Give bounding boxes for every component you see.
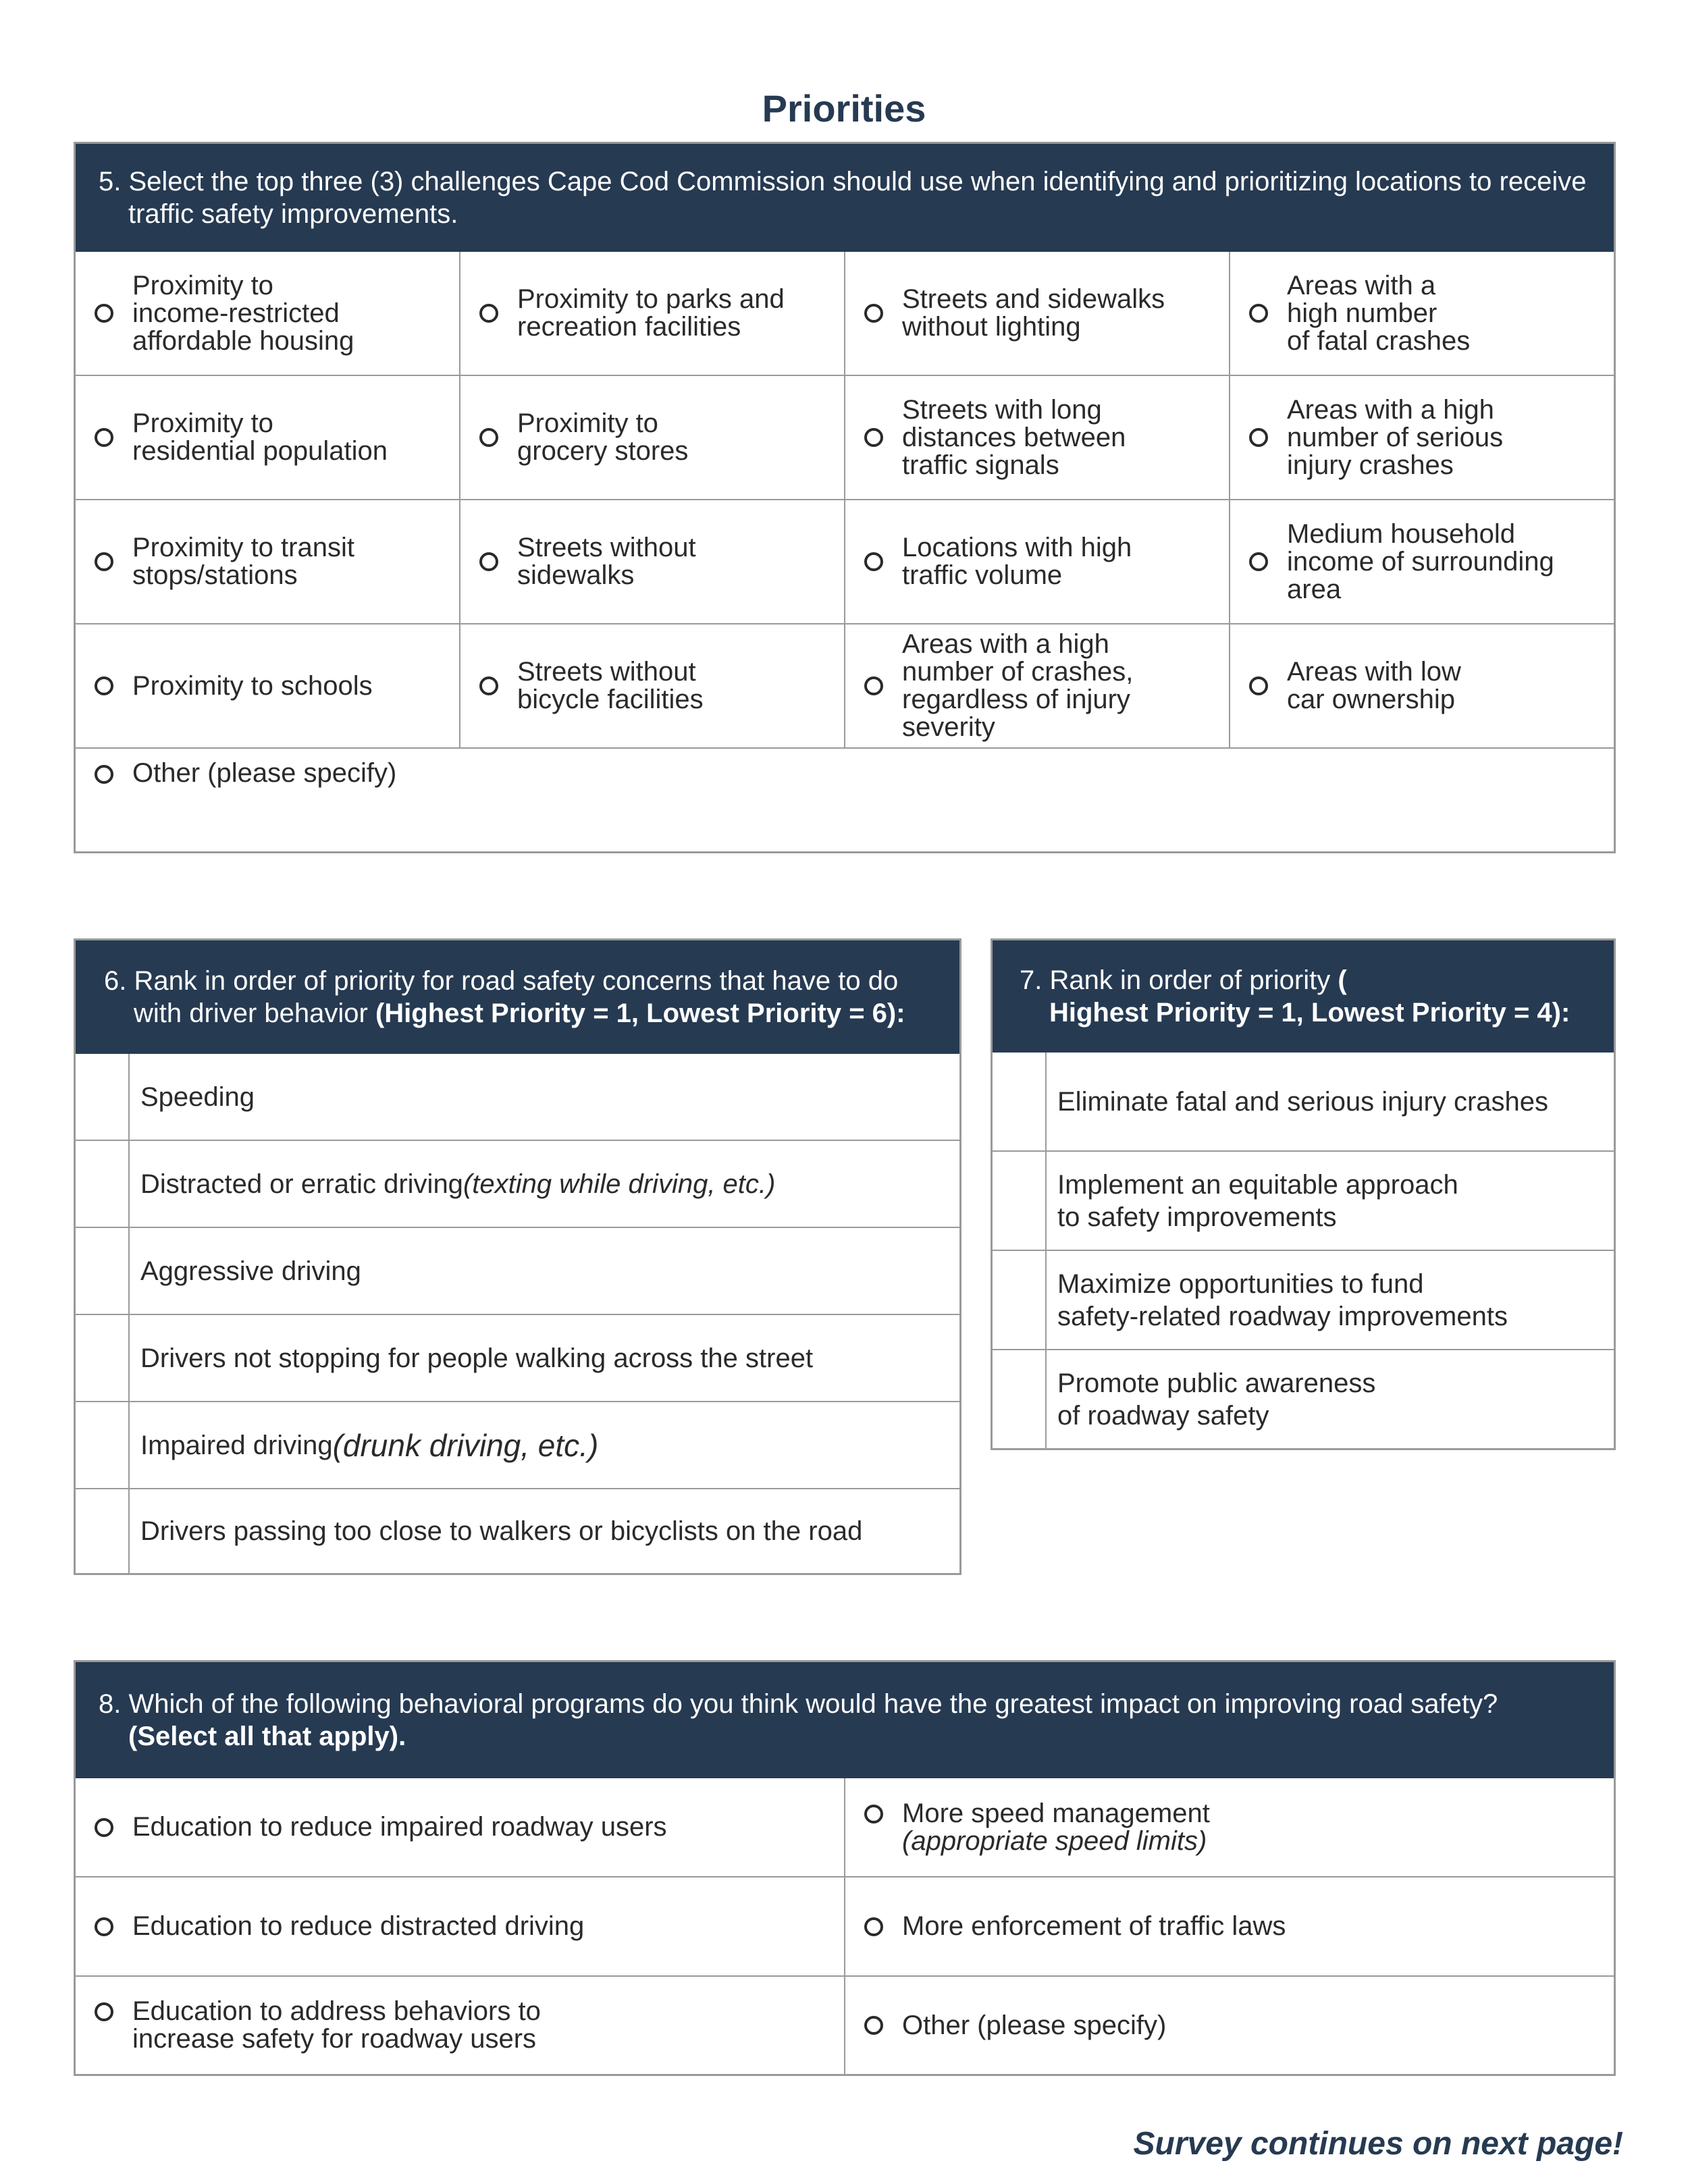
rank-input[interactable] <box>76 1228 130 1314</box>
rank-label: Drivers not stopping for people walking across the street <box>140 1343 814 1373</box>
q5-option[interactable]: Proximity to schools <box>76 624 460 749</box>
radio-icon[interactable] <box>479 552 498 571</box>
radio-icon[interactable] <box>95 428 113 447</box>
rank-row <box>993 1350 1614 1448</box>
question-8-card <box>74 1660 1616 2076</box>
radio-icon[interactable] <box>1249 304 1268 323</box>
page-title: Priorities <box>762 87 926 130</box>
rank-label: Distracted or erratic driving (texting while driving, etc.) <box>140 1169 776 1199</box>
radio-icon[interactable] <box>864 1917 883 1936</box>
rank-input[interactable] <box>993 1251 1047 1349</box>
q8-option[interactable]: More enforcement of traffic laws <box>845 1877 1614 1977</box>
rank-row <box>993 1152 1614 1251</box>
question-8-header <box>76 1662 1614 1778</box>
rank-label: Maximize opportunities to fund safety-related roadway improvements <box>1057 1269 1508 1331</box>
radio-icon[interactable] <box>479 428 498 447</box>
question-5-text: Select the top three (3) challenges Cape Cod Commission should use when identifying and prioritizing locations to receive traffic safety improvements. <box>128 167 1587 229</box>
radio-icon[interactable] <box>95 1818 113 1837</box>
q5-option[interactable]: Proximity to parks and recreation facilities <box>460 252 845 376</box>
rank-row <box>76 1228 959 1315</box>
q5-option[interactable]: Streets and sidewalks without lighting <box>845 252 1230 376</box>
rank-label: Impaired driving (drunk driving, etc.) <box>140 1427 599 1463</box>
rank-label: Speeding <box>140 1082 255 1112</box>
radio-icon[interactable] <box>479 304 498 323</box>
rank-input[interactable] <box>76 1315 130 1401</box>
rank-row <box>76 1402 959 1489</box>
q5-option[interactable]: Areas with a high number of serious injury crashes <box>1230 376 1614 500</box>
q8-option[interactable]: Education to reduce distracted driving <box>76 1877 845 1977</box>
rank-label: Aggressive driving <box>140 1256 361 1286</box>
radio-icon[interactable] <box>95 676 113 695</box>
rank-label: Implement an equitable approach to safety improvements <box>1057 1169 1458 1232</box>
radio-icon[interactable] <box>864 1805 883 1823</box>
question-5-header <box>76 144 1614 252</box>
radio-icon[interactable] <box>95 304 113 323</box>
q8-option[interactable]: Other (please specify) <box>845 1977 1614 2074</box>
question-7-rank-list <box>993 1053 1614 1448</box>
rank-label: Drivers passing too close to walkers or bicyclists on the road <box>140 1516 863 1546</box>
q5-option[interactable]: Areas with a high number of fatal crashes <box>1230 252 1614 376</box>
question-6-card <box>74 938 961 1575</box>
q5-option[interactable]: Proximity to grocery stores <box>460 376 845 500</box>
radio-icon[interactable] <box>95 2002 113 2021</box>
continue-note: Survey continues on next page! <box>1133 2126 1623 2162</box>
rank-row <box>76 1141 959 1228</box>
rank-input[interactable] <box>76 1489 130 1573</box>
q5-option[interactable]: Areas with low car ownership <box>1230 624 1614 749</box>
question-5-options <box>76 252 1614 749</box>
radio-icon[interactable] <box>95 552 113 571</box>
q5-option[interactable]: Locations with high traffic volume <box>845 500 1230 624</box>
rank-input[interactable] <box>993 1350 1047 1448</box>
rank-input[interactable] <box>993 1152 1047 1250</box>
radio-icon[interactable] <box>864 428 883 447</box>
question-6-rank-list <box>76 1054 959 1573</box>
radio-icon[interactable] <box>1249 428 1268 447</box>
q8-option[interactable]: Education to reduce impaired roadway users <box>76 1778 845 1877</box>
radio-icon[interactable] <box>864 552 883 571</box>
radio-icon[interactable] <box>479 676 498 695</box>
rank-row <box>993 1251 1614 1350</box>
question-8-prompt: 8. Which of the following behavioral programs do you think would have the greatest impact on improving road safety? (Select all that apply). <box>99 1689 1498 1751</box>
rank-input[interactable] <box>993 1053 1047 1150</box>
question-8-options <box>76 1778 1614 2074</box>
radio-icon[interactable] <box>1249 676 1268 695</box>
question-6-prompt: 6. Rank in order of priority for road safety concerns that have to do with driver behavior (Highest Priority = 1, Lowest Priority = 6): <box>104 966 905 1028</box>
rank-label: Eliminate fatal and serious injury crashes <box>1057 1086 1549 1117</box>
q5-option[interactable]: Proximity to transit stops/stations <box>76 500 460 624</box>
q5-option[interactable]: Areas with a high number of crashes, regardless of injury severity <box>845 624 1230 749</box>
q8-option[interactable]: Education to address behaviors to increase safety for roadway users <box>76 1977 845 2074</box>
q5-option[interactable]: Streets without sidewalks <box>460 500 845 624</box>
radio-icon[interactable] <box>95 765 113 784</box>
rank-input[interactable] <box>76 1054 130 1140</box>
rank-row <box>76 1054 959 1141</box>
q8-option[interactable]: More speed management (appropriate speed limits) <box>845 1778 1614 1877</box>
question-7-prompt: 7. Rank in order of priority ( Highest Priority = 1, Lowest Priority = 4): <box>1020 965 1571 1028</box>
question-5-card <box>74 142 1616 853</box>
radio-icon[interactable] <box>1249 552 1268 571</box>
q5-option[interactable]: Proximity to income-restricted affordable housing <box>76 252 460 376</box>
question-7-header <box>993 940 1614 1053</box>
q5-option[interactable]: Proximity to residential population <box>76 376 460 500</box>
q5-option[interactable]: Medium household income of surrounding area <box>1230 500 1614 624</box>
rank-row <box>993 1053 1614 1152</box>
question-5-prompt: 5. Select the top three (3) challenges Cape Cod Commission should use when identifying and prioritizing locations to receive traffic safety improvements. <box>99 167 1587 229</box>
q5-option[interactable]: Streets without bicycle facilities <box>460 624 845 749</box>
radio-icon[interactable] <box>864 2016 883 2035</box>
question-6-header <box>76 940 959 1054</box>
rank-input[interactable] <box>76 1141 130 1227</box>
radio-icon[interactable] <box>864 676 883 695</box>
q5-option[interactable]: Streets with long distances between traffic signals <box>845 376 1230 500</box>
radio-icon[interactable] <box>95 1917 113 1936</box>
rank-label: Promote public awareness of roadway safety <box>1057 1368 1376 1431</box>
rank-input[interactable] <box>76 1402 130 1488</box>
q5-option-other[interactable]: Other (please specify) <box>76 749 1614 850</box>
radio-icon[interactable] <box>864 304 883 323</box>
rank-row <box>76 1315 959 1402</box>
question-7-card <box>991 938 1616 1450</box>
rank-row <box>76 1489 959 1573</box>
